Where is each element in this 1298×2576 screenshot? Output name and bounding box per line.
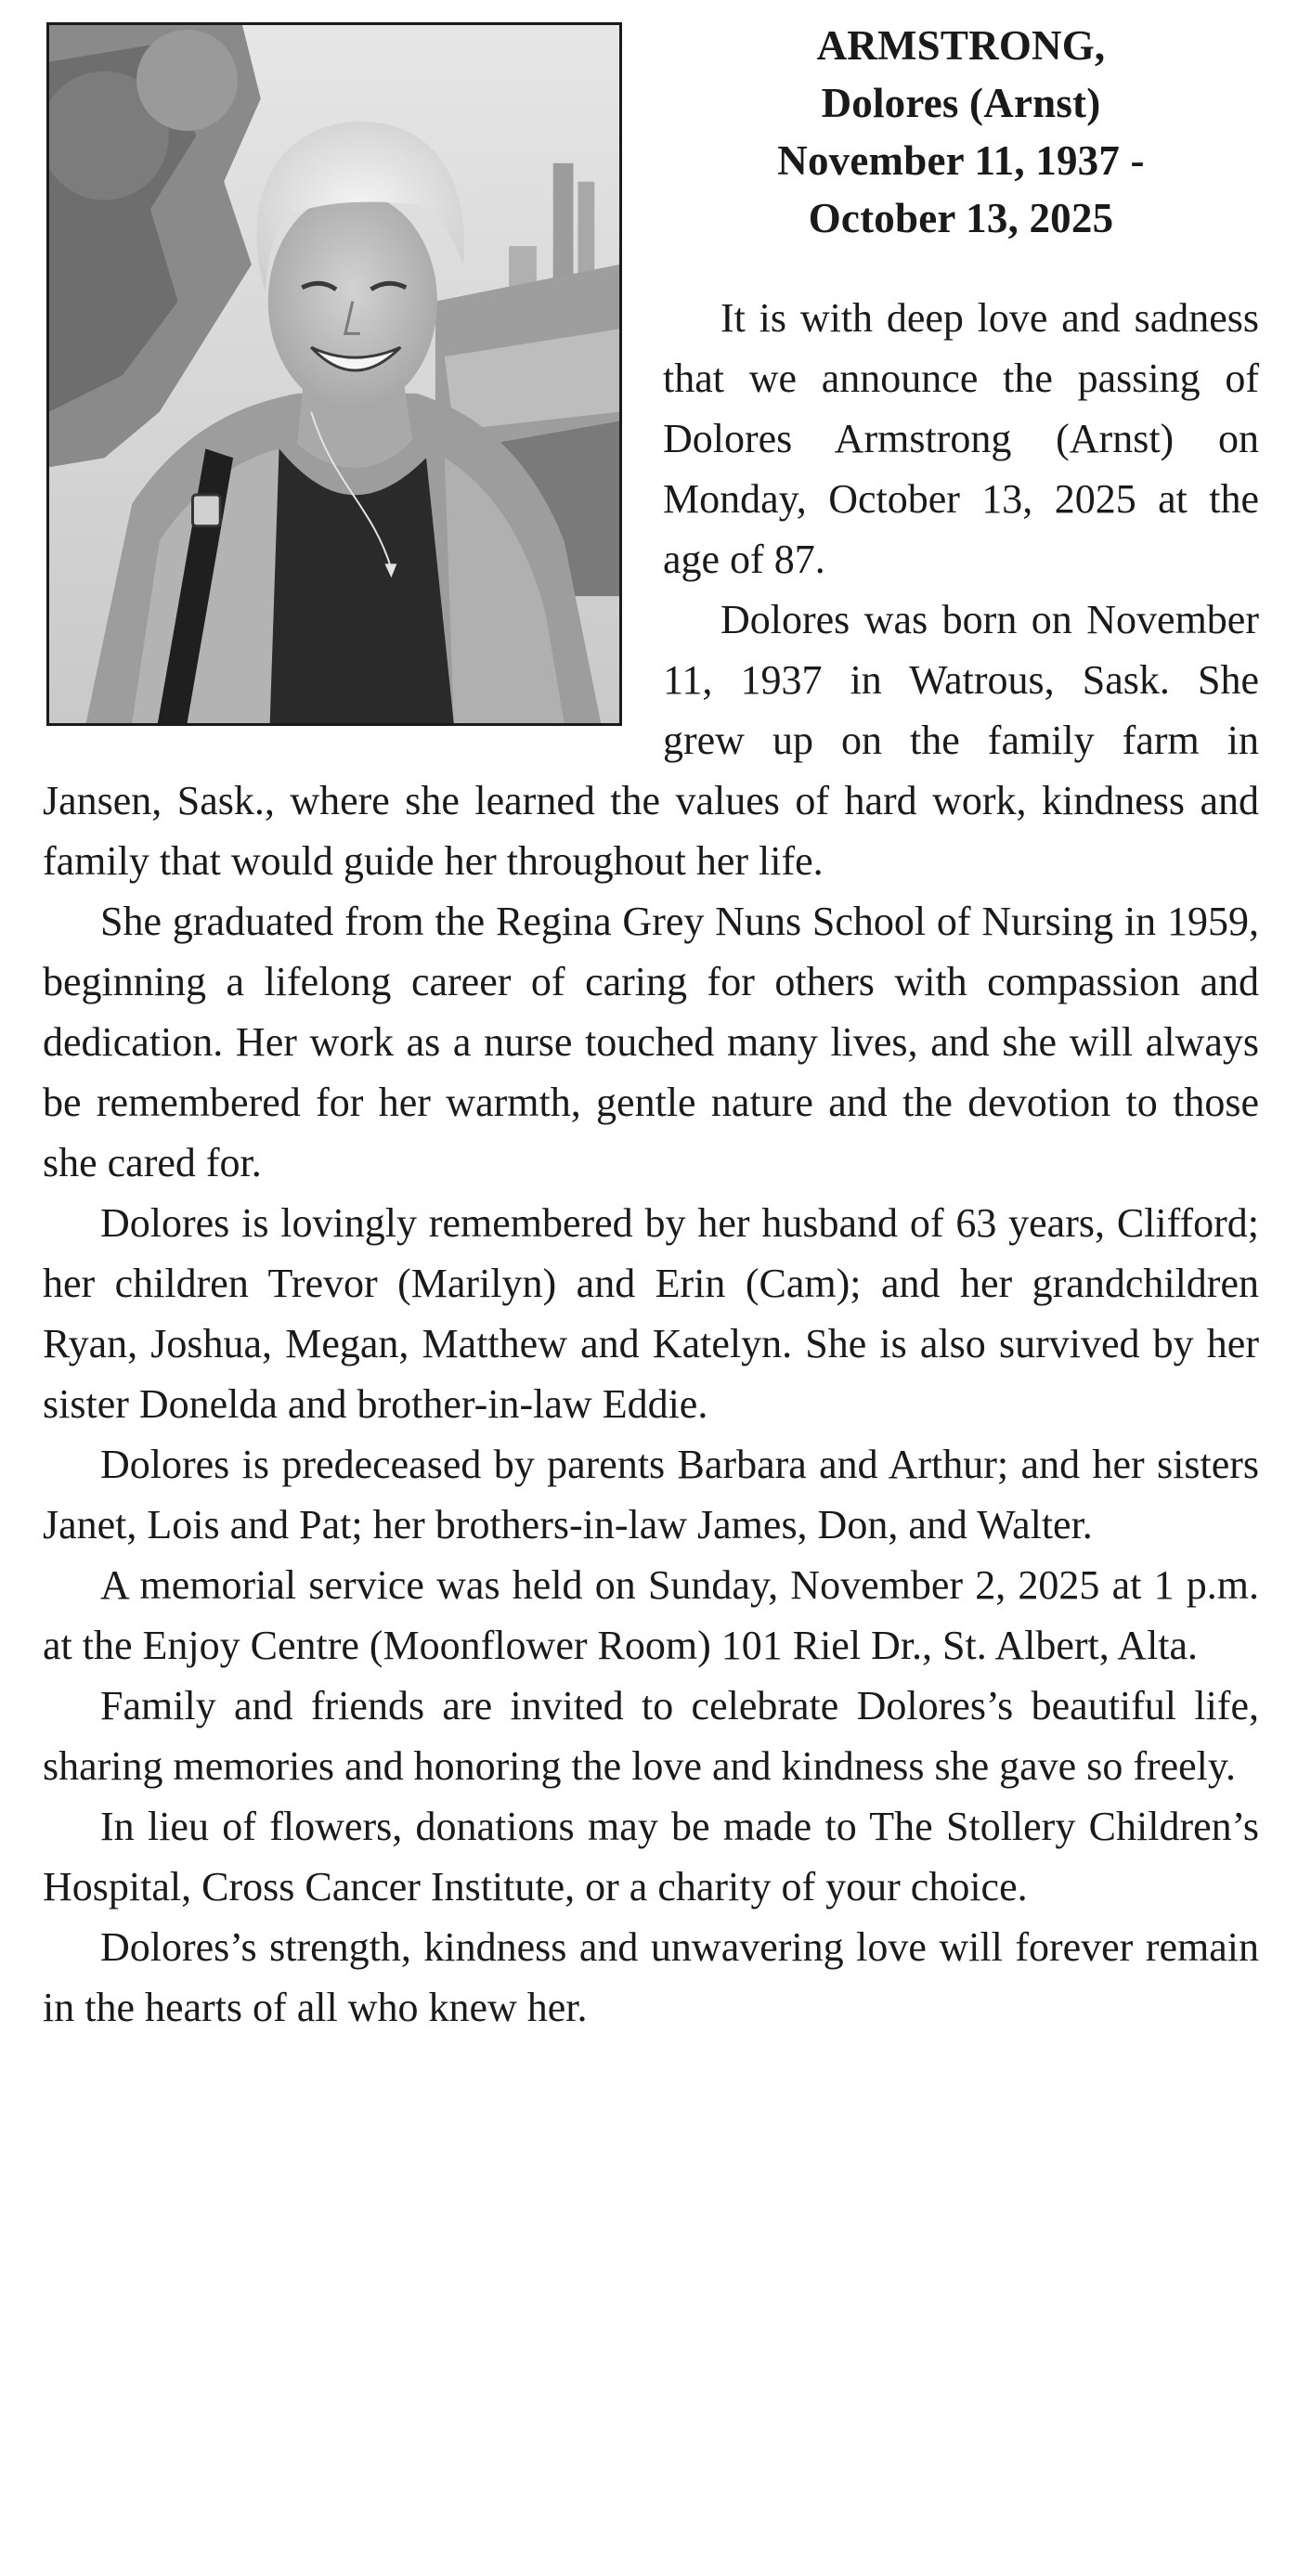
death-date-line: October 13, 2025 (808, 195, 1114, 241)
paragraph-survived-by: Dolores is lovingly remembered by her husband of 63 years, Clifford; her children Trevor (Marilyn) and Erin (Cam); and her grandchildren Ryan, Joshua, Megan, Matthew and Katelyn. She is also survived by her sister Donelda and brother-in-law Eddie. (43, 1200, 1259, 1427)
deceased-given-name: Dolores (Arnst) (821, 80, 1101, 126)
paragraph-predeceased-by: Dolores is predeceased by parents Barbara and Arthur; and her sisters Janet, Lois and Pat; her brothers-in-law James, Don, and Walter. (43, 1442, 1259, 1547)
paragraph-announcement: It is with deep love and sadness that we announce the passing of Dolores Armstrong (Arnst) on Monday, October 13, 2025 at the age of 87. (663, 295, 1259, 582)
birth-date-line: November 11, 1937 - (777, 137, 1145, 184)
portrait-photo (46, 22, 622, 726)
paragraph-donations: In lieu of flowers, donations may be made to The Stollery Children’s Hospital, Cross Cancer Institute, or a charity of your choice. (43, 1804, 1259, 1909)
portrait-photo-graphic (49, 25, 619, 723)
paragraph-early-life: Dolores was born on November 11, 1937 in Watrous, Sask. She grew up on the family farm in Jansen, Sask., where she learned the values of hard work, kindness and family that would guide her throughout her life. (43, 597, 1259, 884)
paragraph-closing: Dolores’s strength, kindness and unwavering love will forever remain in the hearts of all who knew her. (43, 1924, 1259, 2030)
deceased-surname: ARMSTRONG, (816, 22, 1106, 69)
paragraph-career: She graduated from the Regina Grey Nuns School of Nursing in 1959, beginning a lifelong career of caring for others with compassion and dedication. Her work as a nurse touched many lives, and she will always be remembered for her warmth, gentle nature and the devotion to those she cared for. (43, 899, 1259, 1185)
obituary-notice (43, 17, 1259, 2038)
paragraph-celebration: Family and friends are invited to celebrate Dolores’s beautiful life, sharing memories and honoring the love and kindness she gave so freely. (43, 1683, 1259, 1789)
paragraph-memorial-service: A memorial service was held on Sunday, November 2, 2025 at 1 p.m. at the Enjoy Centre (Moonflower Room) 101 Riel Dr., St. Albert, Alta. (43, 1562, 1259, 1668)
